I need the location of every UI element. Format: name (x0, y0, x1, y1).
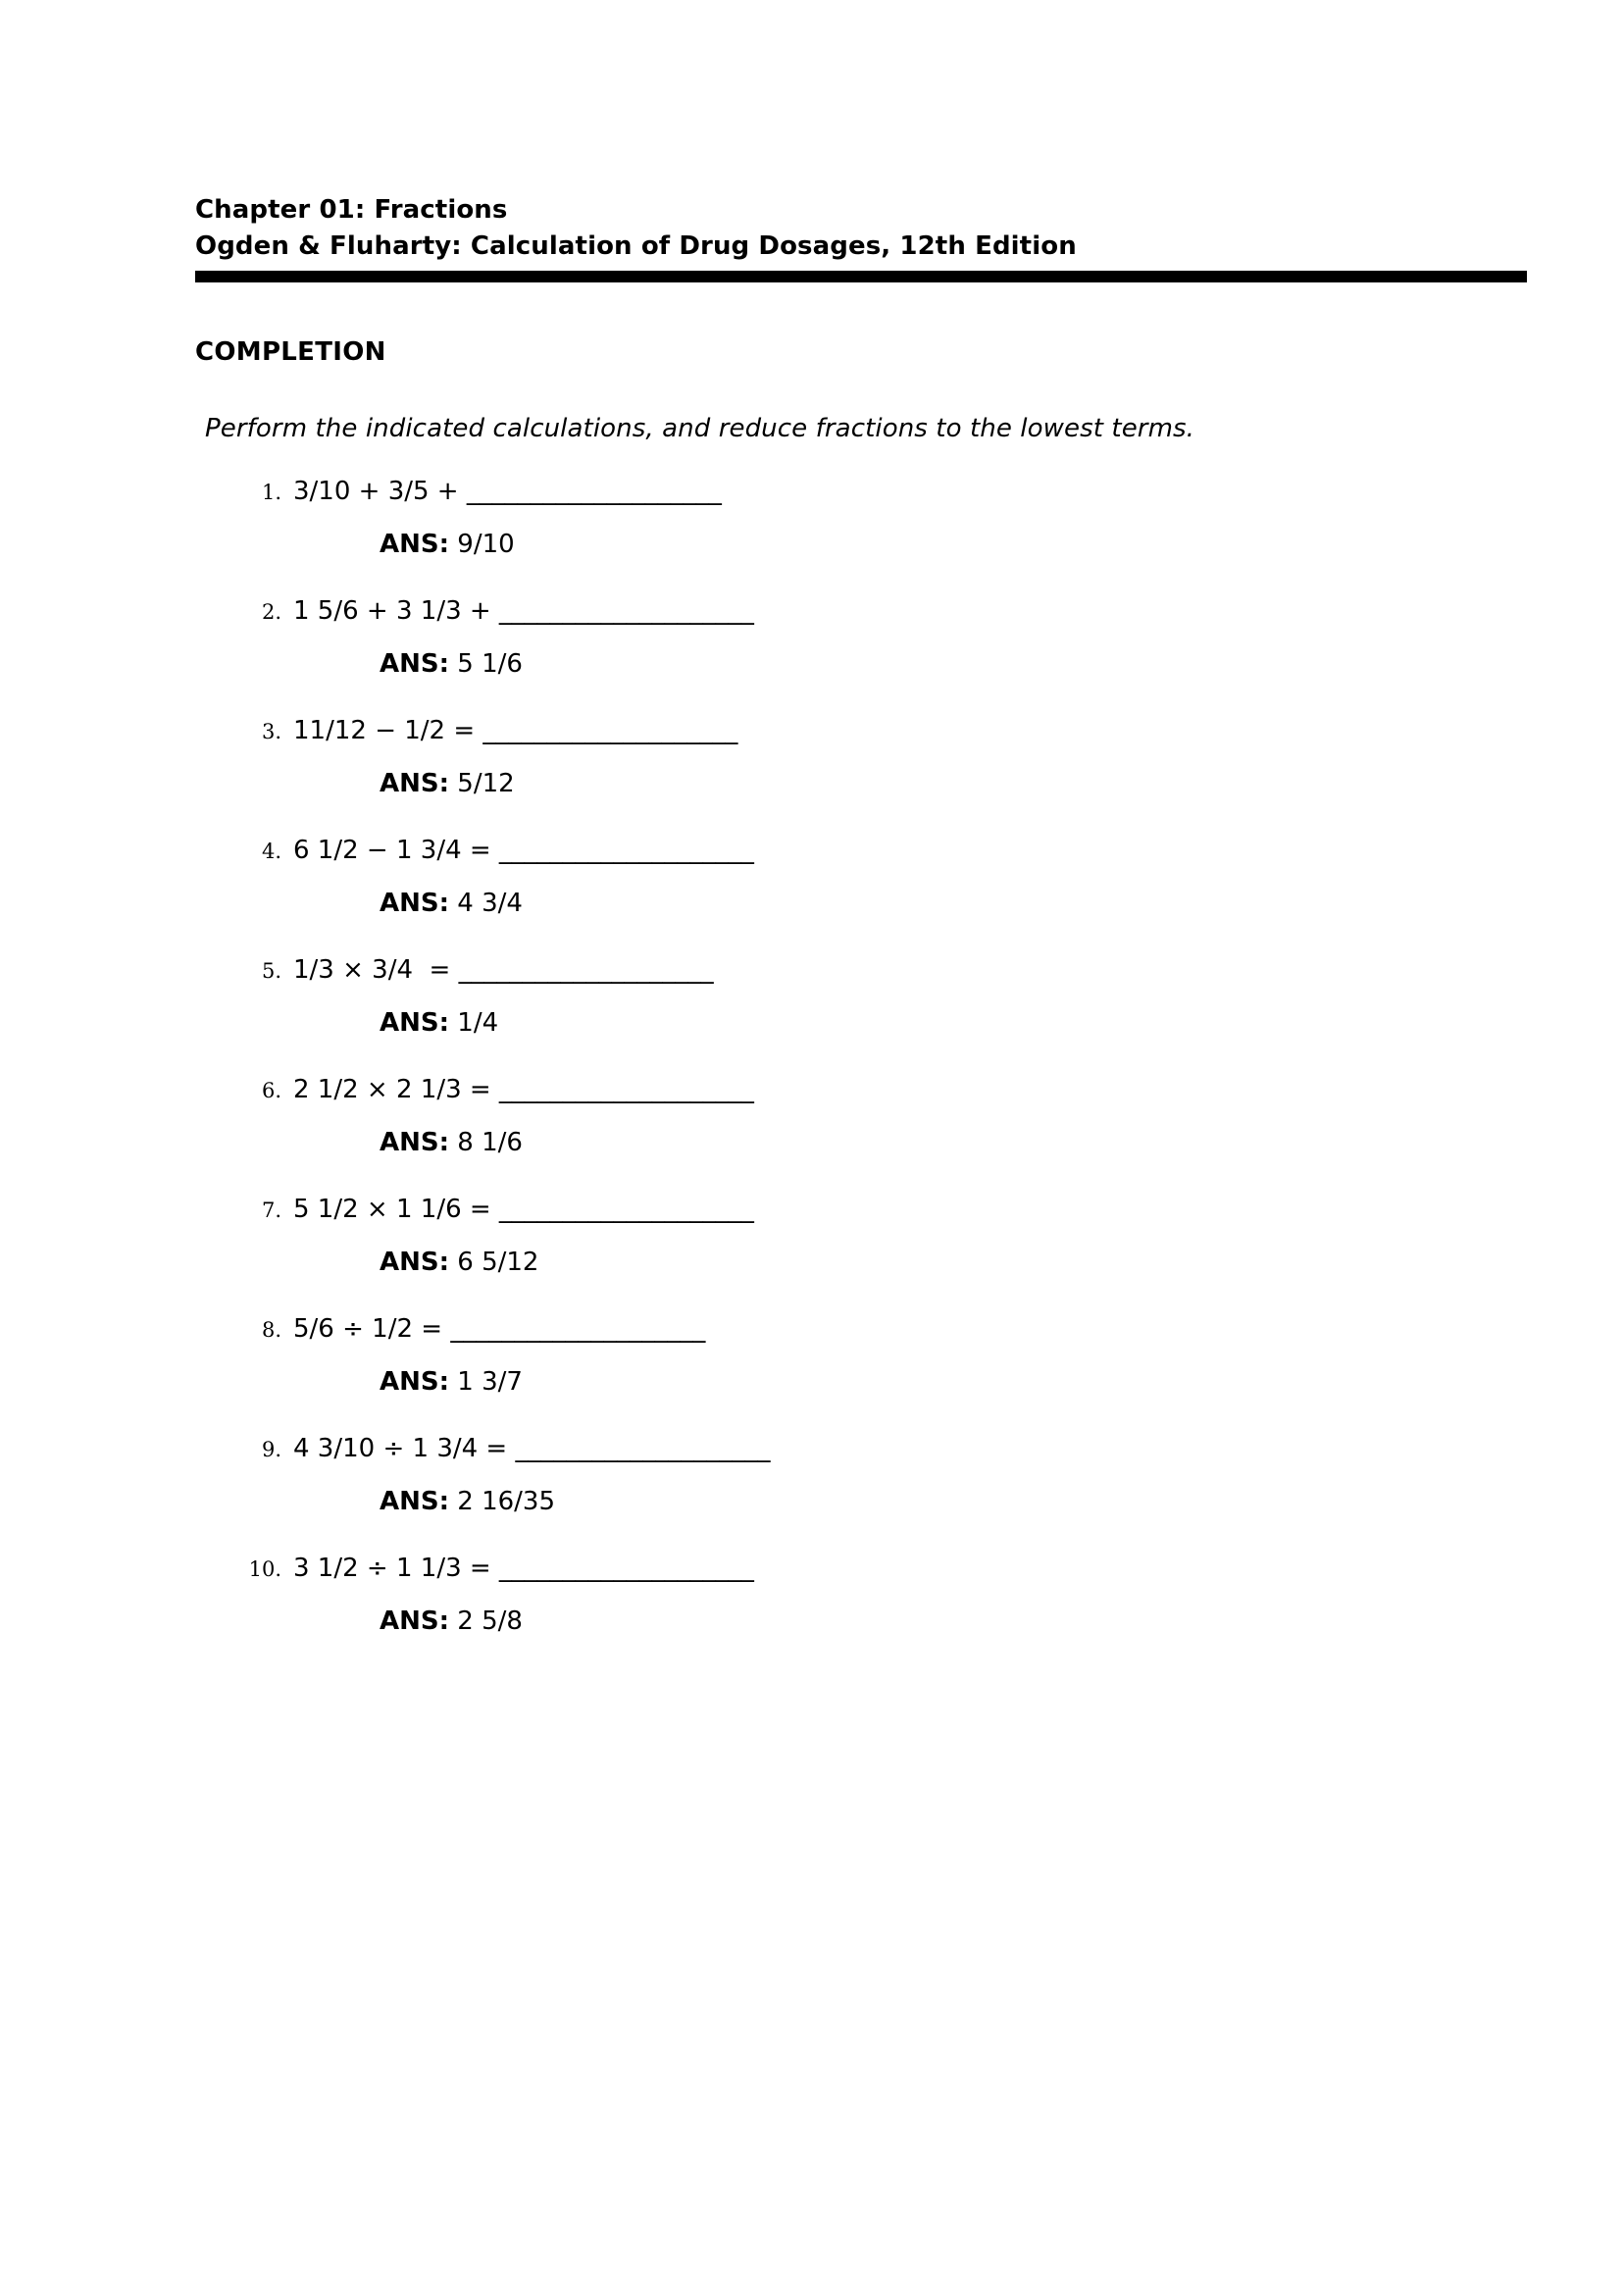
document-content (195, 192, 1529, 1636)
spacer (195, 679, 1529, 716)
question-number: 3. (261, 719, 281, 743)
answer-value: 6 5/12 (457, 1247, 539, 1277)
question-text: 2 1/2 × 2 1/3 = ____________________ (293, 1074, 754, 1104)
question-text: 4 3/10 ÷ 1 3/4 = ____________________ (293, 1433, 771, 1463)
question-number: 1. (261, 480, 281, 504)
spacer (195, 1277, 1529, 1314)
answer-label: ANS: (380, 1127, 450, 1157)
answer-value: 5/12 (457, 768, 515, 798)
answer-value: 4 3/4 (457, 888, 523, 918)
question-list (195, 477, 1529, 1636)
header-divider (195, 271, 1527, 282)
spacer (195, 1157, 1529, 1195)
answer-value: 2 16/35 (457, 1486, 556, 1516)
list-item (195, 477, 1529, 559)
answer-row (195, 1128, 1529, 1157)
answer-value: 5 1/6 (457, 648, 523, 679)
answer-value: 1 3/7 (457, 1366, 523, 1397)
section-instructions: Perform the indicated calculations, and reduce fractions to the lowest terms. (205, 413, 1195, 443)
spacer (195, 1038, 1529, 1075)
question-number: 5. (261, 958, 281, 983)
answer-row (195, 1606, 1529, 1636)
answer-value: 2 5/8 (457, 1606, 523, 1636)
question-text: 5 1/2 × 1 1/6 = ____________________ (293, 1194, 754, 1224)
answer-label: ANS: (380, 1247, 450, 1277)
answer-label: ANS: (380, 768, 450, 798)
answer-label: ANS: (380, 648, 450, 679)
question-text: 5/6 ÷ 1/2 = ____________________ (293, 1313, 706, 1344)
answer-label: ANS: (380, 1486, 450, 1516)
spacer (195, 1516, 1529, 1554)
question-text: 1/3 × 3/4 = ____________________ (293, 954, 714, 985)
list-item (195, 836, 1529, 918)
answer-label: ANS: (380, 1606, 450, 1636)
answer-label: ANS: (380, 888, 450, 918)
document-header (195, 192, 1529, 282)
spacer (195, 559, 1529, 596)
question-text: 3 1/2 ÷ 1 1/3 = ____________________ (293, 1553, 754, 1583)
answer-row (195, 889, 1529, 918)
question-text: 3/10 + 3/5 + ____________________ (293, 476, 722, 506)
answer-row (195, 1367, 1529, 1397)
question-number: 10. (248, 1556, 281, 1581)
list-item (195, 1075, 1529, 1157)
question-number: 7. (261, 1198, 281, 1222)
question-text: 6 1/2 − 1 3/4 = ____________________ (293, 835, 754, 865)
answer-value: 1/4 (457, 1007, 499, 1038)
question-number: 2. (261, 599, 281, 624)
answer-label: ANS: (380, 529, 450, 559)
list-item (195, 1314, 1529, 1397)
question-text: 1 5/6 + 3 1/3 + ____________________ (293, 595, 754, 626)
list-item (195, 716, 1529, 798)
answer-label: ANS: (380, 1007, 450, 1038)
question-number: 9. (261, 1437, 281, 1461)
section-heading: COMPLETION (195, 336, 386, 367)
answer-row (195, 1248, 1529, 1277)
header-chapter-title: Chapter 01: Fractions (195, 195, 508, 225)
answer-row (195, 1008, 1529, 1038)
answer-row (195, 769, 1529, 798)
answer-row (195, 1487, 1529, 1516)
list-item (195, 1554, 1529, 1636)
list-item (195, 1195, 1529, 1277)
question-number: 8. (261, 1317, 281, 1342)
answer-value: 8 1/6 (457, 1127, 523, 1157)
answer-label: ANS: (380, 1366, 450, 1397)
question-number: 6. (261, 1078, 281, 1102)
header-book-title: Ogden & Fluharty: Calculation of Drug Dosages, 12th Edition (195, 230, 1077, 261)
answer-row (195, 649, 1529, 679)
question-number: 4. (261, 839, 281, 863)
list-item (195, 955, 1529, 1038)
spacer (195, 798, 1529, 836)
list-item (195, 1434, 1529, 1516)
answer-row (195, 530, 1529, 559)
spacer (195, 918, 1529, 955)
list-item (195, 596, 1529, 679)
question-text: 11/12 − 1/2 = ____________________ (293, 715, 738, 745)
spacer (195, 1397, 1529, 1434)
answer-value: 9/10 (457, 529, 515, 559)
